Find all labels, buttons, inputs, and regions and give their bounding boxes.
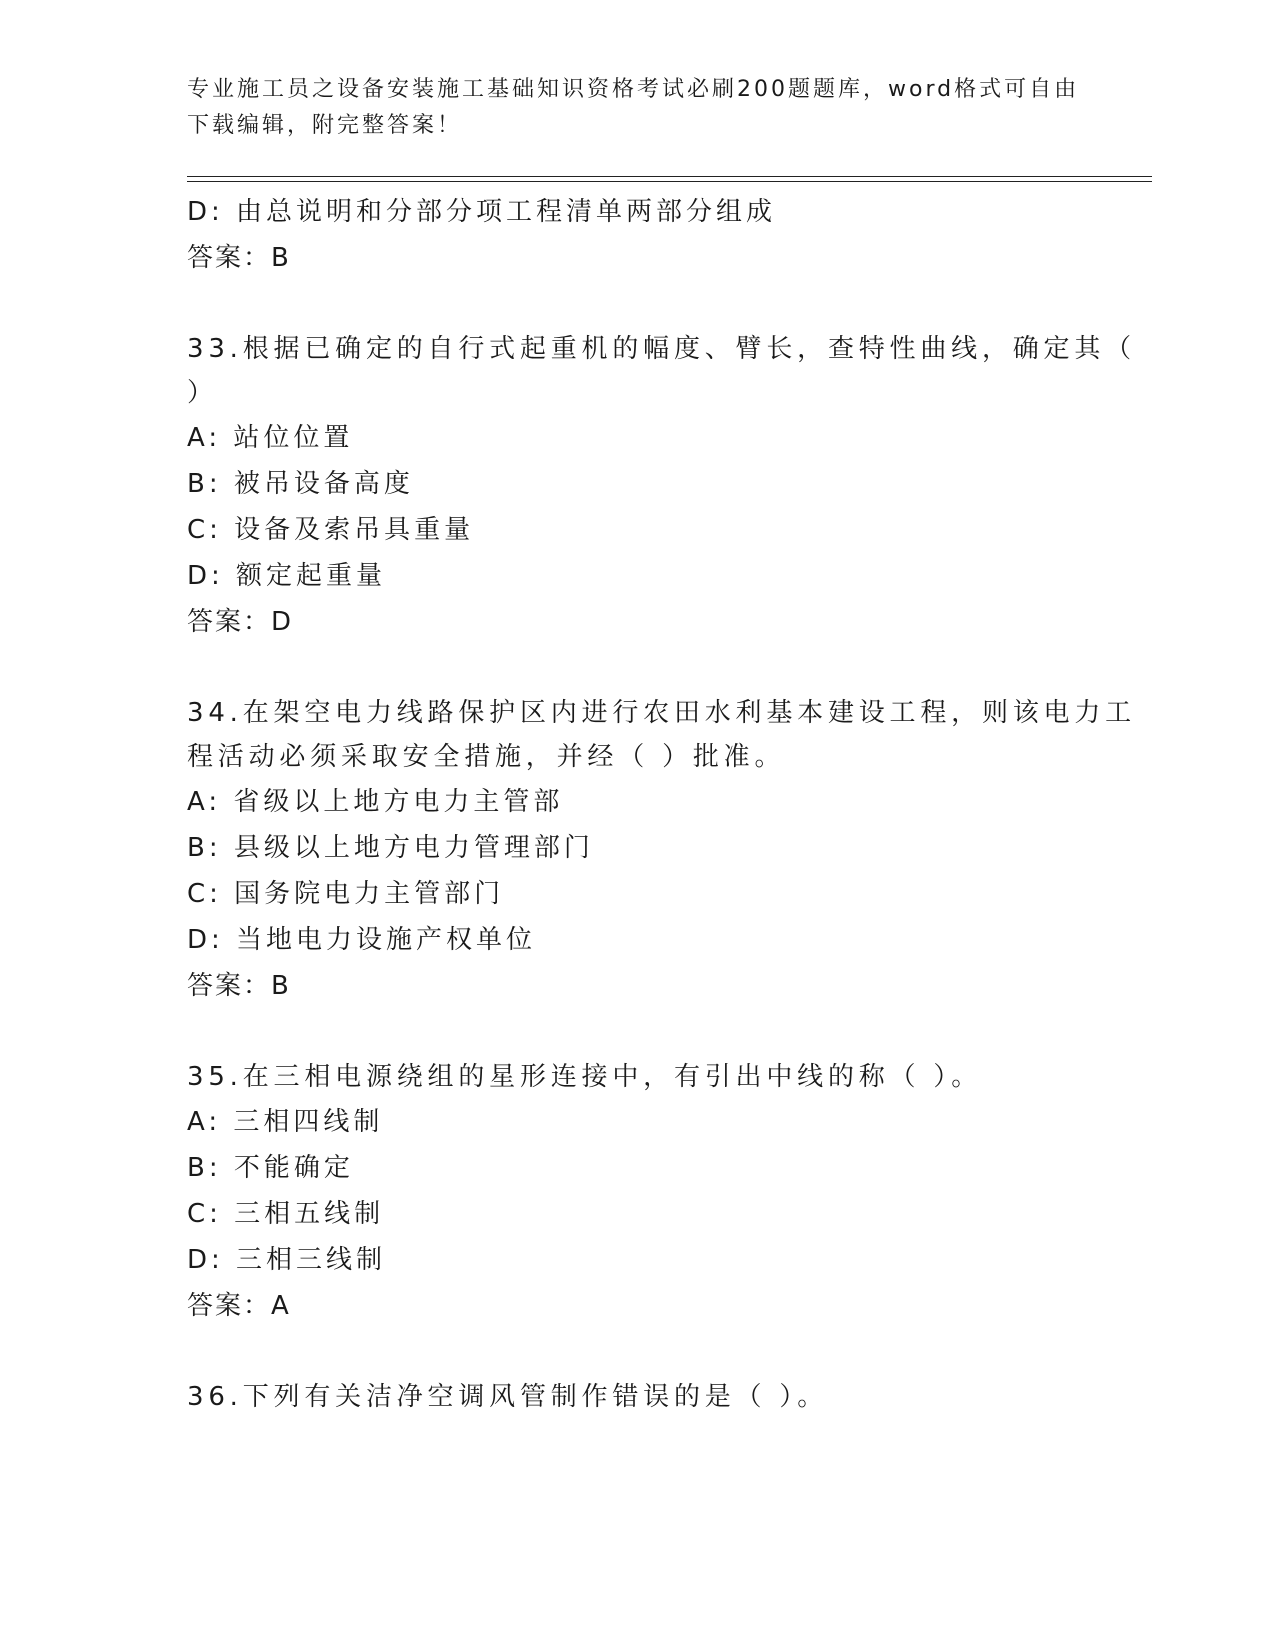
option-a: A: 站位位置 xyxy=(187,423,354,453)
question-text-line: 36.下列有关洁净空调风管制作错误的是（ ）。 xyxy=(187,1382,829,1412)
question-list xyxy=(187,189,1136,1419)
question-35 xyxy=(187,1055,1087,1329)
option-c: C: 三相五线制 xyxy=(187,1199,385,1229)
header-divider-top xyxy=(187,176,1152,177)
answer-line: 答案：B xyxy=(187,971,291,1001)
previous-question-tail xyxy=(187,189,1087,281)
option-d: D: 由总说明和分部分项工程清单两部分组成 xyxy=(187,197,777,227)
question-34 xyxy=(187,691,1136,1009)
answer-line: 答案：A xyxy=(187,1291,291,1321)
question-text-line: 程活动必须采取安全措施，并经（ ）批准。 xyxy=(187,742,786,772)
option-b: B: 被吊设备高度 xyxy=(187,469,414,499)
question-36 xyxy=(187,1375,1087,1419)
question-text-line: 35.在三相电源绕组的星形连接中，有引出中线的称（ ）。 xyxy=(187,1062,983,1092)
option-d: D: 额定起重量 xyxy=(187,561,387,591)
option-a: A: 三相四线制 xyxy=(187,1107,384,1137)
document-header xyxy=(187,72,1087,144)
option-c: C: 国务院电力主管部门 xyxy=(187,879,505,909)
header-line-2: 下载编辑，附完整答案！ xyxy=(187,113,463,138)
option-c: C: 设备及索吊具重量 xyxy=(187,515,475,545)
option-b: B: 县级以上地方电力管理部门 xyxy=(187,833,594,863)
question-33 xyxy=(187,327,1136,645)
question-text-line: 33.根据已确定的自行式起重机的幅度、臂长，查特性曲线，确定其（ xyxy=(187,334,1136,364)
answer-line: 答案：D xyxy=(187,607,294,637)
option-d: D: 当地电力设施产权单位 xyxy=(187,925,537,955)
answer-line: 答案：B xyxy=(187,243,291,273)
question-text-line: 34.在架空电力线路保护区内进行农田水利基本建设工程，则该电力工 xyxy=(187,698,1136,728)
question-text-line: ） xyxy=(187,378,218,408)
option-a: A: 省级以上地方电力主管部 xyxy=(187,787,564,817)
header-line-1: 专业施工员之设备安装施工基础知识资格考试必刷200题题库，word格式可自由 xyxy=(187,77,1080,102)
option-d: D: 三相三线制 xyxy=(187,1245,387,1275)
header-divider-bottom xyxy=(187,181,1152,182)
option-b: B: 不能确定 xyxy=(187,1153,354,1183)
